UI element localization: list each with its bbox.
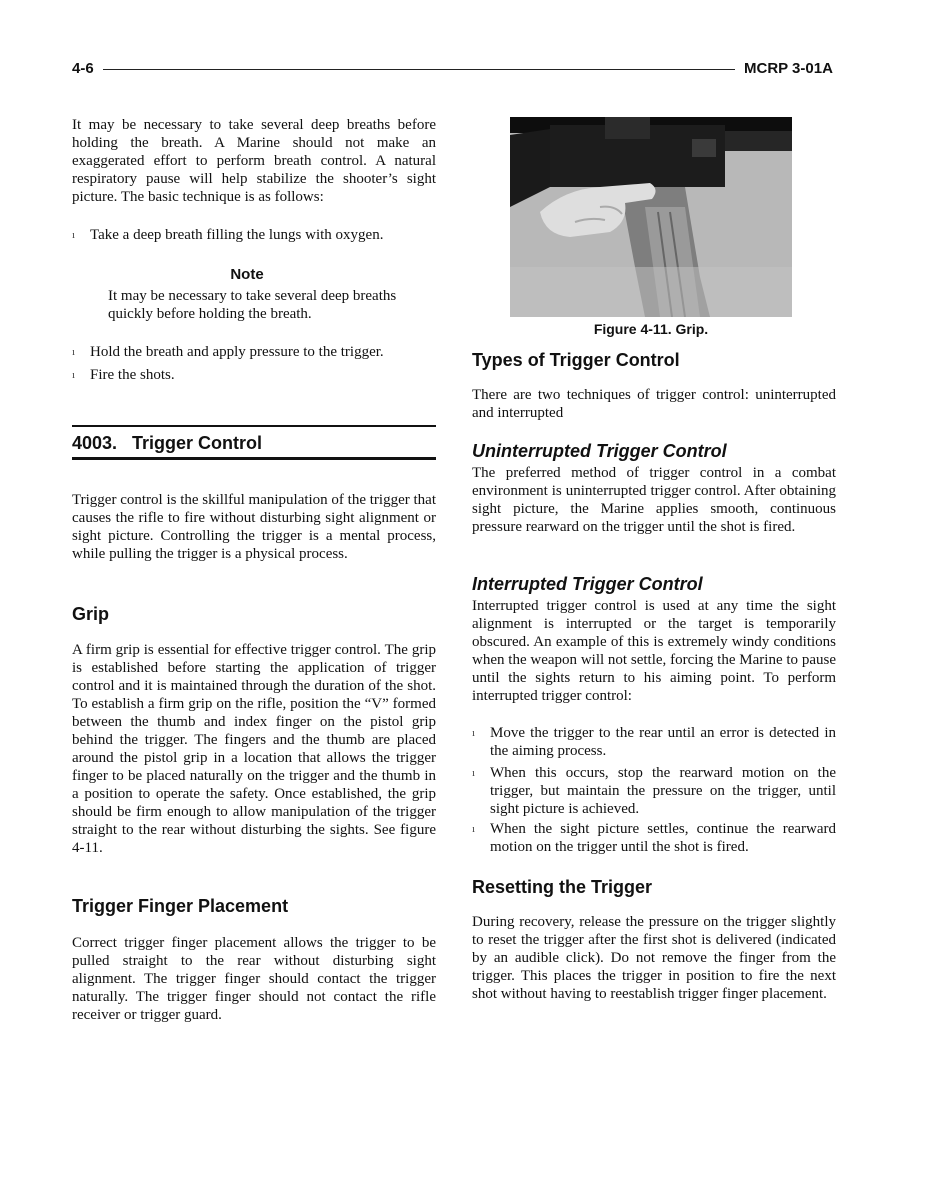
section-rule-bottom <box>72 457 436 460</box>
bullet-marker: ı <box>72 369 76 381</box>
bullet-marker: ı <box>72 229 76 241</box>
section-title: 4003. Trigger Control <box>72 433 263 453</box>
interrupted-heading: Interrupted Trigger Control <box>472 574 703 594</box>
grip-heading: Grip <box>72 604 110 624</box>
list-item <box>472 764 836 820</box>
list-item-text: Fire the shots. <box>90 367 175 383</box>
resetting-paragraph: During recovery, release the pressure on the trigger slightly to reset the trigger after the first shot is delivered (indicated by an audible click). Do not remove the finger from the trigger. This places the trigger in position to fire the next shot without having to reestablish trigger finger placement. <box>472 914 836 1002</box>
section-rule-top <box>72 425 436 427</box>
bullet-marker: ı <box>472 727 476 739</box>
interrupted-paragraph: Interrupted trigger control is used at any time the sight alignment is interrupted or the target is temporarily obscured. An example of this is extremely windy conditions when the weapon will not settle, forcing the Marine to pause until the sights return to his aiming point. To perform interrupted trigger control: <box>472 598 836 704</box>
page-number: 4-6 <box>72 60 94 77</box>
document-id: MCRP 3-01A <box>744 60 833 77</box>
uninterrupted-paragraph: The preferred method of trigger control in a combat environment is uninterrupted trigger control. After obtaining sight picture, the Marine applies smooth, continuous pressure rearward on the trigger until the shot is fired. <box>472 465 836 535</box>
header-rule <box>103 69 735 70</box>
types-heading: Types of Trigger Control <box>472 350 680 370</box>
placement-heading: Trigger Finger Placement <box>72 896 289 916</box>
bullet-marker: ı <box>472 767 476 779</box>
figure-caption: Figure 4-11. Grip. <box>593 321 709 337</box>
note-text: It may be necessary to take several deep breaths quickly before holding the breath. <box>108 288 397 322</box>
bullet-marker: ı <box>472 823 476 835</box>
grip-paragraph: A firm grip is essential for effective trigger control. The grip is established before starting the application of trigger control and it is maintained through the duration of the shot. To establish a firm grip on the rifle, position the “V” formed between the thumb and index finger on the pistol grip behind the trigger. The fingers and the thumb are placed around the pistol grip in a location that allows the trigger finger to be placed naturally on the trigger and the thumb in a position to operate the safety. Once established, the grip should be firm enough to allow manipulation of the trigger straight to the rear without disturbing the sights. See figure 4-11. <box>72 642 436 856</box>
list-item <box>72 366 436 386</box>
placement-paragraph: Correct trigger finger placement allows the trigger to be pulled straight to the rear without disturbing sight alignment. The trigger finger should contact the trigger naturally. The trigger finger should not contact the rifle receiver or trigger guard. <box>72 935 436 1023</box>
list-item <box>72 343 436 363</box>
list-item <box>72 226 436 246</box>
list-item-text: Hold the breath and apply pressure to the trigger. <box>90 344 384 360</box>
bullet-marker: ı <box>72 346 76 358</box>
rifle-grip-illustration <box>510 117 792 317</box>
grip-photo <box>510 117 792 317</box>
note-title: Note <box>230 266 264 283</box>
section-paragraph: Trigger control is the skillful manipulation of the trigger that causes the rifle to fire without disturbing sight alignment or sight picture. Controlling the trigger is a mental process, while pulling the trigger is a physical process. <box>72 492 436 562</box>
list-item-text: Move the trigger to the rear until an error is detected in the aiming process. <box>490 725 836 759</box>
list-item-text: When this occurs, stop the rearward motion on the trigger, but maintain the pressure on the trigger, until sight picture is achieved. <box>490 765 836 817</box>
list-item <box>472 820 836 858</box>
types-paragraph: There are two techniques of trigger control: uninterrupted and interrupted <box>472 387 836 421</box>
intro-paragraph: It may be necessary to take several deep breaths before holding the breath. A Marine should not make an exaggerated effort to perform breath control. A natural respiratory pause will help stabilize the shooter’s sight picture. The basic technique is as follows: <box>72 117 436 205</box>
list-item-text: Take a deep breath filling the lungs with oxygen. <box>90 227 384 243</box>
list-item <box>472 724 836 762</box>
resetting-heading: Resetting the Trigger <box>472 877 653 897</box>
list-item-text: When the sight picture settles, continue the rearward motion on the trigger until the shot is fired. <box>490 821 836 855</box>
uninterrupted-heading: Uninterrupted Trigger Control <box>472 441 727 461</box>
